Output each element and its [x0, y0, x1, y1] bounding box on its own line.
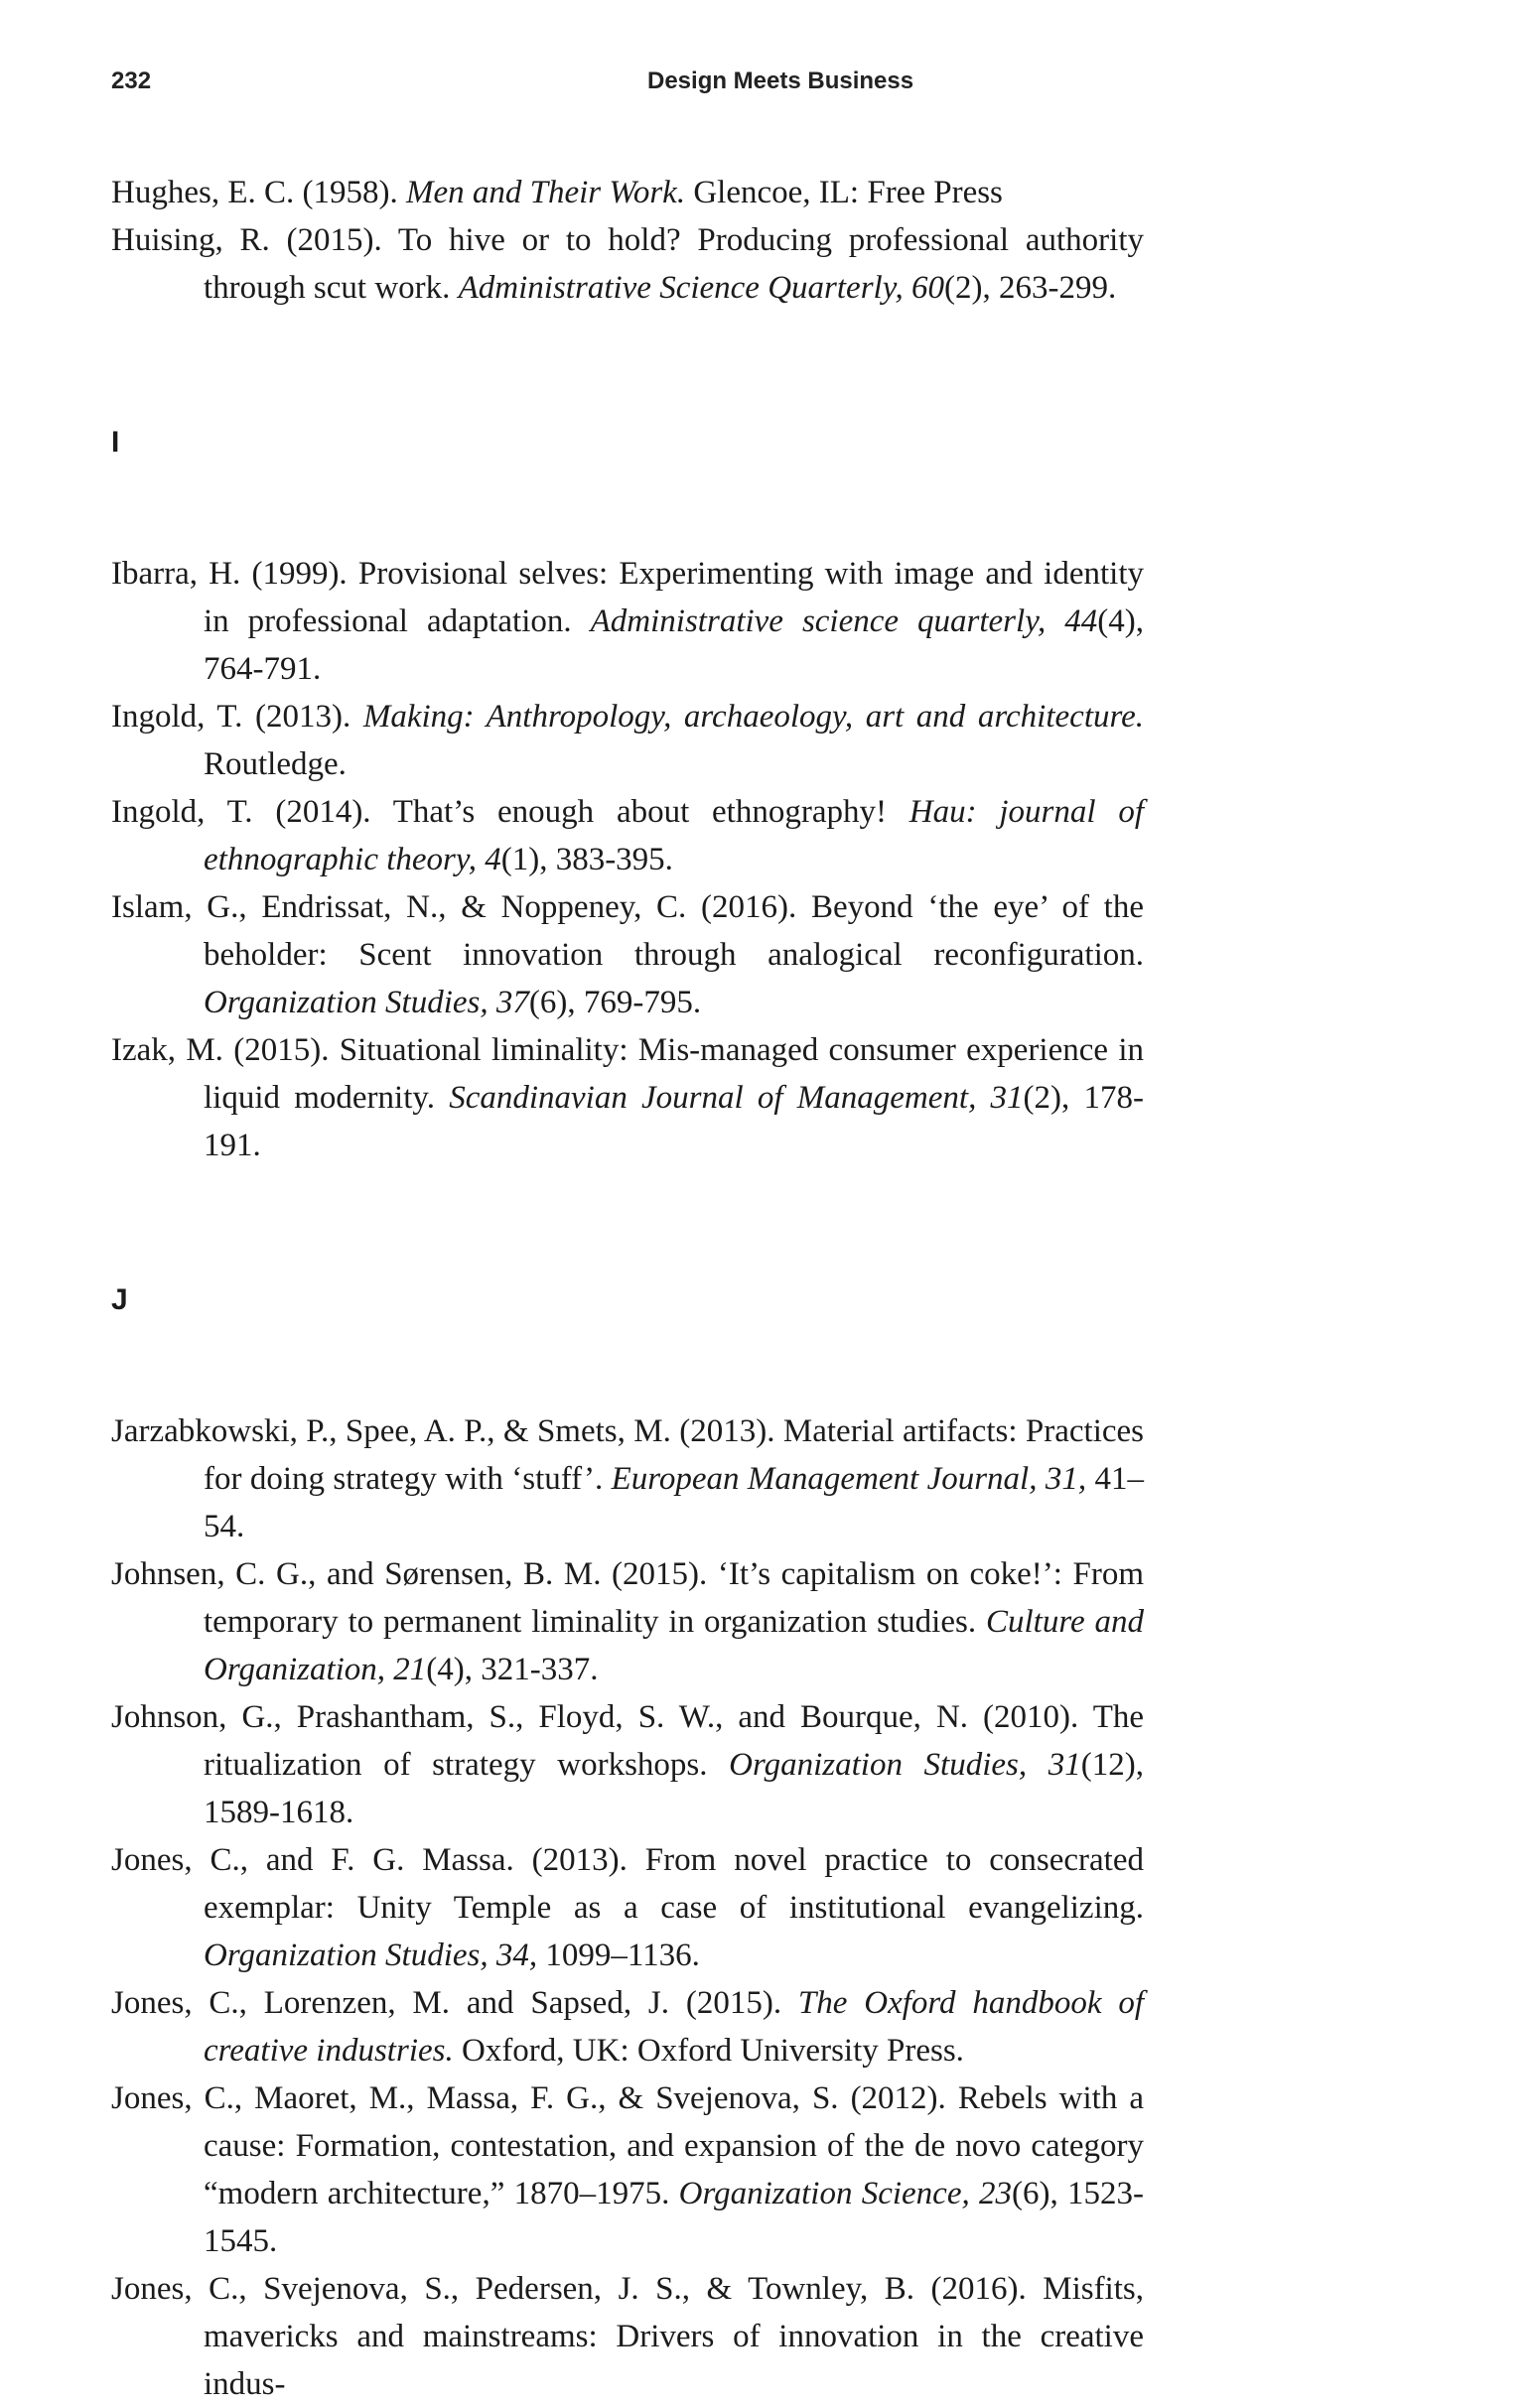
section-letter-j: J	[111, 1283, 128, 1316]
reference-entry: Islam, G., Endrissat, N., & Noppeney, C. (2016). Beyond ‘the eye’ of the beholder: Scent innovation through analogical reconfiguration. Organization Studies, 37(6), 769-795.	[111, 889, 1144, 1020]
reference-entry: Huising, R. (2015). To hive or to hold? Producing professional authority through scut work. Administrative Science Quarterly, 60(2), 263-299.	[111, 222, 1144, 306]
reference-entry: Jones, C., Lorenzen, M. and Sapsed, J. (2015). The Oxford handbook of creative industries. Oxford, UK: Oxford University Press.	[111, 1985, 1144, 2069]
reference-entry: Jones, C., Maoret, M., Massa, F. G., & Svejenova, S. (2012). Rebels with a cause: Formation, contestation, and expansion of the de novo category “modern architecture,” 1870–1975. Organization Science, 23(6), 1523-1545.	[111, 2080, 1144, 2259]
reference-entry: Johnsen, C. G., and Sørensen, B. M. (2015). ‘It’s capitalism on coke!’: From temporary to permanent liminality in organization studies. Culture and Organization, 21(4), 321-337.	[111, 1556, 1144, 1687]
reference-entry: Hughes, E. C. (1958). Men and Their Work. Glencoe, IL: Free Press	[111, 175, 1003, 210]
reference-entry: Jones, C., Svejenova, S., Pedersen, J. S., & Townley, B. (2016). Misfits, mavericks and mainstreams: Drivers of innovation in the creative indus-	[111, 2271, 1144, 2402]
reference-entry: Jones, C., and F. G. Massa. (2013). From novel practice to consecrated exemplar: Unity Temple as a case of institutional evangelizing. Organization Studies, 34, 1099–1136.	[111, 1842, 1144, 1973]
running-header	[111, 67, 1134, 107]
section-letter-i: I	[111, 426, 120, 459]
reference-list	[111, 169, 1144, 2408]
reference-entry: Jarzabkowski, P., Spee, A. P., & Smets, M. (2013). Material artifacts: Practices for doing strategy with ‘stuff’. European Management Journal, 31, 41–54.	[111, 1413, 1144, 1544]
reference-entry: Johnson, G., Prashantham, S., Floyd, S. W., and Bourque, N. (2010). The ritualization of strategy workshops. Organization Studies, 31(12), 1589-1618.	[111, 1699, 1144, 1830]
reference-entry: Ingold, T. (2014). That’s enough about ethnography! Hau: journal of ethnographic theory, 4(1), 383-395.	[111, 794, 1144, 877]
reference-entry: Ingold, T. (2013). Making: Anthropology, archaeology, art and architecture. Routledge.	[111, 699, 1144, 782]
book-title: Design Meets Business	[647, 67, 914, 94]
reference-entry: Izak, M. (2015). Situational liminality: Mis-managed consumer experience in liquid modernity. Scandinavian Journal of Management, 31(2), 178-191.	[111, 1032, 1144, 1163]
page-number: 232	[111, 67, 152, 94]
reference-entry: Ibarra, H. (1999). Provisional selves: Experimenting with image and identity in professional adaptation. Administrative science quarterly, 44(4), 764-791.	[111, 556, 1144, 687]
